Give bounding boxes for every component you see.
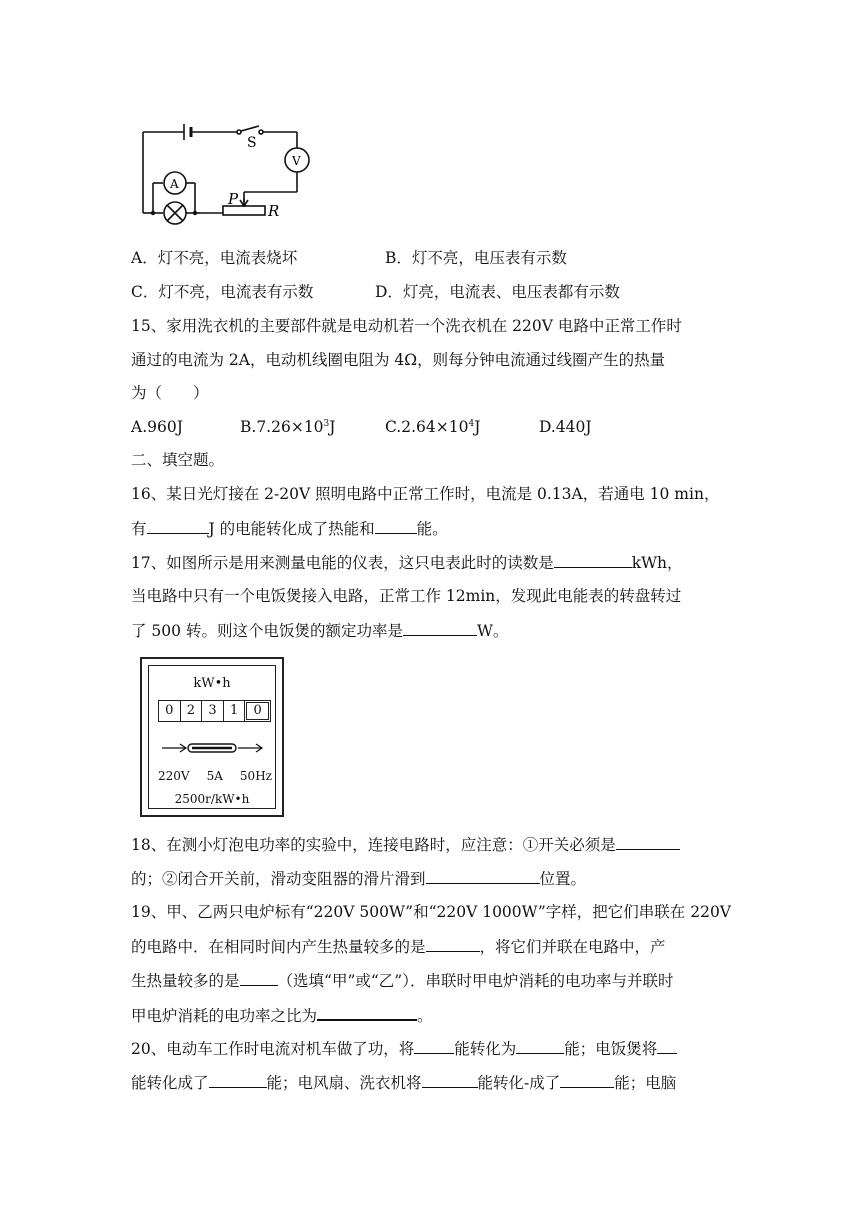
- meter-frequency: 50Hz: [239, 769, 272, 783]
- resistor-label: R: [268, 202, 280, 220]
- q15-option-b: $B.7.26\times 10^3J$: [240, 418, 336, 436]
- q20-blank-2[interactable]: [516, 1037, 564, 1054]
- q20-blank-6[interactable]: [560, 1071, 614, 1088]
- q17-line2: 当电路中只有一个电饭煲接入电路，正常工作 12min，发现此电能表的转盘转过: [131, 587, 682, 605]
- meter-unit: kW•h: [193, 676, 231, 691]
- meter-rate: 2500r/kW•h: [174, 792, 250, 806]
- slider-label: P: [228, 190, 239, 208]
- meter-digit: 2: [181, 701, 203, 721]
- q17-blank-2[interactable]: [403, 619, 477, 636]
- energy-meter: [140, 657, 284, 817]
- q19-line1: 19、甲、乙两只电炉标有“220V 500W”和“220V 1000W”字样，把它们串联在 220V: [131, 903, 732, 921]
- q17-blank-1[interactable]: [554, 551, 632, 568]
- meter-digit: 3: [202, 701, 224, 721]
- circuit-diagram: [135, 118, 335, 228]
- q19-line2: 的电路中．在相同时间内产生热量较多的是 ，将它们并联在电路中，产: [131, 935, 666, 958]
- meter-disc-indicator: [158, 741, 268, 755]
- q14-option-a: A．灯不亮，电流表烧坏: [131, 249, 298, 267]
- meter-digit: 0: [159, 701, 181, 721]
- meter-specs: [158, 769, 272, 783]
- meter-digit: 1: [224, 701, 246, 721]
- section-heading: 二、填空题。: [131, 451, 225, 469]
- q19-line4: 甲电炉消耗的电功率之比为 。: [131, 1003, 433, 1027]
- q15-option-a: A.960J: [131, 418, 183, 436]
- q14-option-c: C．灯不亮，电流表有示数: [131, 283, 314, 301]
- q17-line1: 17、如图所示是用来测量电能的仪表，这只电表此时的读数是 kWh，: [131, 551, 683, 574]
- ammeter-label: A: [170, 177, 179, 191]
- meter-digit-decimal: 0: [246, 702, 269, 720]
- q18-blank-2[interactable]: [426, 867, 540, 884]
- q19-blank-2[interactable]: [240, 969, 278, 986]
- q15-line2: 通过的电流为 2A，电动机线圈电阻为 4Ω，则每分钟电流通过线圈产生的热量: [131, 351, 666, 369]
- q19-line3: 生热量较多的是 （选填“甲”或“乙”）．串联时甲电炉消耗的电功率与并联时: [131, 969, 673, 992]
- q20-line1: 20、电动车工作时电流对机车做了功，将 能转化为 能；电饭煲将: [131, 1037, 677, 1060]
- switch-label: S: [247, 135, 257, 151]
- q18-line1: 18、在测小灯泡电功率的实验中，连接电路时，应注意：①开关必须是: [131, 833, 680, 856]
- q20-line2: 能转化成了 能；电风扇、洗衣机将 能转化-成了 能；电脑: [131, 1071, 676, 1094]
- meter-voltage: 220V: [158, 769, 190, 783]
- q19-blank-3[interactable]: [317, 1003, 417, 1021]
- q16-line2: 有 J 的电能转化成了热能和 能。: [131, 517, 448, 540]
- q15-option-c: $C.2.64\times 10^4J$: [385, 418, 481, 436]
- q20-blank-1[interactable]: [414, 1037, 454, 1054]
- meter-digit-display: [158, 700, 271, 722]
- q18-line2: 的；②闭合开关前，滑动变阻器的滑片滑到 位置。: [131, 867, 586, 890]
- q16-line1: 16、某日光灯接在 2-20V 照明电路中正常工作时，电流是 0.13A，若通电 10 min，: [131, 485, 720, 503]
- q20-blank-3[interactable]: [657, 1037, 677, 1054]
- q19-blank-1[interactable]: [426, 935, 480, 952]
- q16-blank-2[interactable]: [375, 517, 417, 534]
- q14-option-d: D．灯亮，电流表、电压表都有示数: [375, 283, 620, 301]
- q15-line1: 15、家用洗衣机的主要部件就是电动机若一个洗衣机在 220V 电路中正常工作时: [131, 317, 682, 335]
- q14-option-b: B．灯不亮，电压表有示数: [385, 249, 567, 267]
- q16-blank-1[interactable]: [147, 517, 209, 534]
- q15-option-d: D.440J: [539, 418, 592, 436]
- voltmeter-label: V: [292, 154, 301, 168]
- q20-blank-4[interactable]: [209, 1071, 267, 1088]
- q20-blank-5[interactable]: [422, 1071, 478, 1088]
- q18-blank-1[interactable]: [616, 833, 680, 850]
- q15-line3: 为（ ）: [131, 384, 209, 402]
- meter-current: 5A: [206, 769, 223, 783]
- q17-line3: 了 500 转。则这个电饭煲的额定功率是 W。: [131, 619, 508, 642]
